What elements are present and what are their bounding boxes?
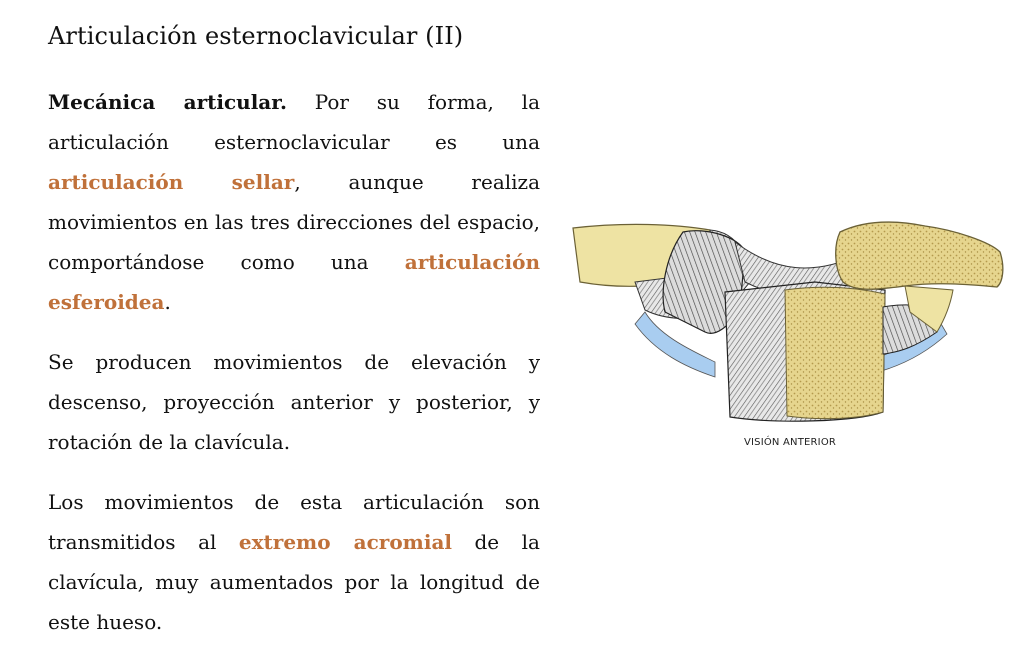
link-articulacion-esferoidea[interactable]: articulación esferoidea <box>48 250 540 314</box>
link-articulacion-sellar[interactable]: articulación sellar <box>48 170 295 194</box>
content-column <box>48 82 540 662</box>
text-segment: , aunque realiza movimientos en las tres direcciones del espacio, comportándose como una <box>48 170 541 274</box>
figure-caption: VISIÓN ANTERIOR <box>743 437 837 448</box>
text-segment: Por su forma, la articulación esternoclavicular es una <box>48 90 540 154</box>
paragraph-transmision <box>48 482 540 642</box>
text-segment: Los movimientos de esta articulación son transmitidos al <box>48 490 540 554</box>
paragraph-movimientos: Se producen movimientos de elevación y descenso, proyección anterior y posterior, y rotación de la clavícula. <box>48 350 540 454</box>
paragraph-mecanica <box>48 82 540 322</box>
manubrium-spongy-bone <box>785 287 885 418</box>
link-extremo-acromial[interactable]: extremo acromial <box>238 530 452 554</box>
right-clavicle <box>836 222 1003 289</box>
sternoclavicular-joint-illustration <box>565 212 1015 462</box>
paragraph-lead: Mecánica articular. <box>48 90 287 114</box>
text-segment: . <box>164 290 171 314</box>
text-segment: de la clavícula, muy aumentados por la longitud de este hueso. <box>48 530 540 634</box>
page-title: Articulación esternoclavicular (II) <box>48 22 464 50</box>
